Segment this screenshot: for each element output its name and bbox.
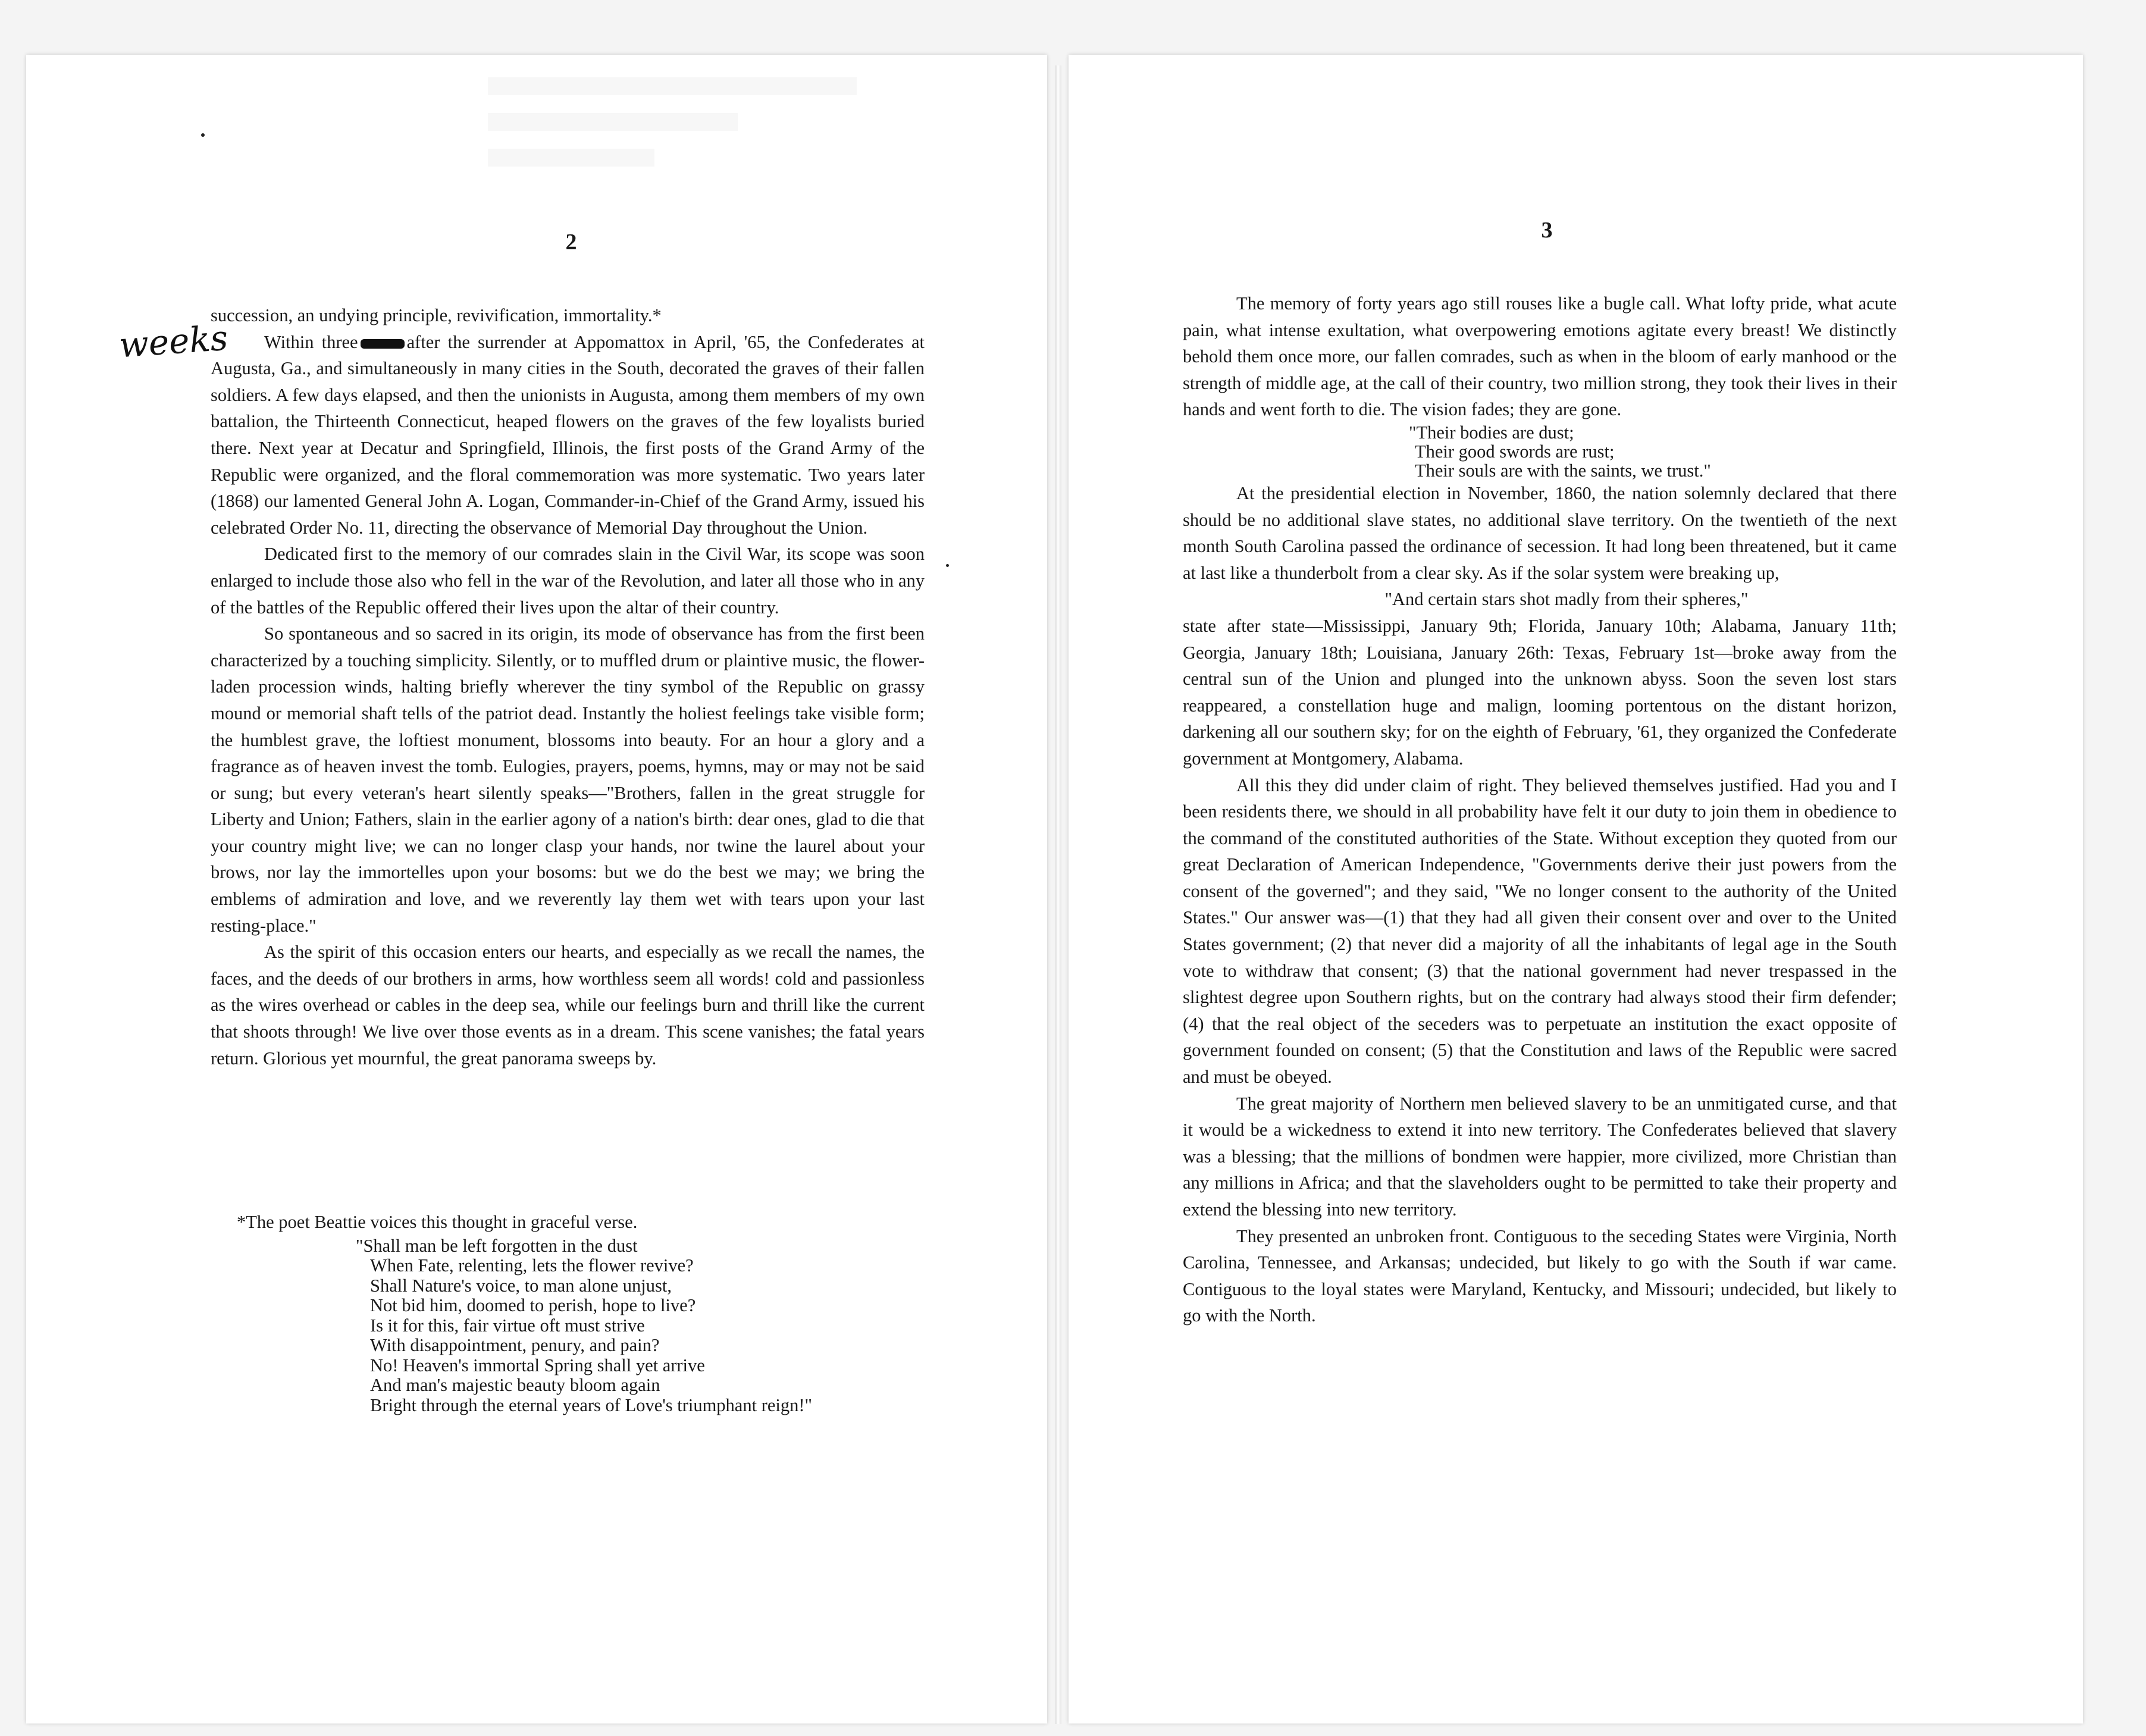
- verse-line: Is it for this, fair virtue oft must strive: [370, 1315, 645, 1336]
- verse-line: When Fate, relenting, lets the flower revive?: [370, 1255, 694, 1276]
- verse-line: "Shall man be left forgotten in the dust: [356, 1235, 638, 1256]
- scan-speck: [946, 564, 949, 567]
- bleed-through-text: [488, 77, 857, 167]
- handwritten-annotation: weeks: [117, 317, 230, 366]
- paragraph: At the presidential election in November, 1860, the nation solemnly declared that there should be no additional slave states, no additional slave territory. On the twentieth of the next month South Carolina passed the ordinance of secession. It had long been threatened, but it came at last like a thunderbolt from a clear sky. As if the solar system were breaking up,: [1183, 482, 1897, 583]
- page-number-right: 3: [1541, 218, 1553, 243]
- paragraph: succession, an undying principle, revivification, immortality.*: [211, 305, 662, 325]
- book-gutter: [1055, 65, 1061, 1724]
- verse-line: Bright through the eternal years of Love's triumphant reign!": [370, 1395, 812, 1415]
- paragraph: Dedicated first to the memory of our comrades slain in the Civil War, its scope was soon enlarged to include those also who fell in the war of the Revolution, and later all those who in any of the battles of the Republic offered their lives upon the altar of their country.: [211, 544, 925, 618]
- verse-line: Shall Nature's voice, to man alone unjust,: [370, 1275, 672, 1296]
- verse-line: And man's majestic beauty bloom again: [370, 1375, 660, 1395]
- paragraph: The memory of forty years ago still rouses like a bugle call. What lofty pride, what acute pain, what intense exultation, what overpowering emotions agitate every breast! We distinctly behold them once more, our fallen comrades, such as when in the bloom of early manhood or the strength of middle age, at the call of their country, two million strong, they took their lives in their hands and went forth to die. The vision fades; they are gone.: [1183, 293, 1897, 420]
- verse-line: No! Heaven's immortal Spring shall yet arrive: [370, 1355, 705, 1375]
- paragraph-appomattox: [211, 329, 925, 541]
- poem-line: "Their bodies are dust;: [1409, 422, 1574, 443]
- paragraph: They presented an unbroken front. Contiguous to the seceding States were Virginia, North Carolina, Tennessee, and Arkansas; undecided, but likely to go with the South if war came. Contiguous to the loyal states were Maryland, Kentucky, and Missouri; undecided, but likely to go with the North.: [1183, 1226, 1897, 1326]
- footnote-verse: [356, 1236, 939, 1416]
- paragraph: The great majority of Northern men believed slavery to be an unmitigated curse, and that it would be a wickedness to extend it into new territory. The Confederates believed that slavery was a blessing; that the millions of bondmen were happier, more civilized, more Christian than any millions in Africa; and that the slaveholders ought to be permitted to take their property and extend the blessing into new territory.: [1183, 1093, 1897, 1220]
- poem-line: Their good swords are rust;: [1415, 441, 1615, 462]
- page-number-left: 2: [565, 230, 577, 255]
- paragraph-lead: Within three: [264, 331, 358, 352]
- strikeout-mark: [361, 339, 405, 349]
- footnote: [237, 1212, 939, 1415]
- right-page-body: [1183, 290, 1897, 1329]
- paragraph: All this they did under claim of right. They believed themselves justified. Had you and I been residents there, we should in all probability have felt it our duty to join them in obedience to the command of the constituted authorities of the State. Without exception they quoted from our great Declaration of American Independence, "Governments derive their just powers from the consent of the governed"; and they said, "We no longer consent to the authority of the United States." Our answer was—(1) that they had all given their consent over and over to the United States government; (2) that never did a majority of all the inhabitants of legal age in the South vote to withdraw that consent; (3) that the national government had never trespassed in the slightest degree upon Southern rights, but on the contrary had always stood their firm defender; (4) that the real object of the seceders was to perpetuate an institution the exact opposite of government founded on consent; (5) that the Constitution and laws of the Republic were sacred and must be obeyed.: [1183, 775, 1897, 1088]
- scan-speck: [201, 133, 205, 137]
- paragraph: So spontaneous and so sacred in its origin, its mode of observance has from the first been characterized by a touching simplicity. Silently, or to muffled drum or plaintive music, the flower-laden procession winds, halting briefly wherever the tiny symbol of the Republic on grassy mound or memorial shaft tells of the patriot dead. Instantly the holiest feelings take visible form; the humblest grave, the loftiest monument, blossoms into beauty. For an hour a glory and a fragrance as of heaven invest the tomb. Eulogies, prayers, poems, hymns, may or may not be said or sung; but every veteran's heart silently speaks—"Brothers, fallen in the great struggle for Liberty and Union; Fathers, slain in the earlier agony of a nation's birth: dear ones, glad to die that your country might live; we can no longer clasp your hands, nor twine the laurel about your brows, nor lay the immortelles upon your bosoms: but we do the best we may; we bring the emblems of admiration and love, and we reverently lay them wet with tears upon your last resting-place.": [211, 623, 925, 936]
- paragraph: As the spirit of this occasion enters our hearts, and especially as we recall the names, the faces, and the deeds of our brothers in arms, how worthless seem all words! cold and passionless as the wires overhead or cables in the deep sea, while our feelings burn and thrill like the current that shoots through! We live over those events as in a dream. This scene vanishes; the fatal years return. Glorious yet mournful, the great panorama sweeps by.: [211, 942, 925, 1068]
- paragraph-rest: after the surrender at Appomattox in April, '65, the Confederates at Augusta, Ga., and simultaneously in many cities in the South, decorated the graves of their fallen soldiers. A few days elapsed, and then the unionists in Augusta, among them members of my own battalion, the Thirteenth Connecticut, heaped flowers on the graves of the few loyalists buried there. Next year at Decatur and Springfield, Illinois, the first posts of the Grand Army of the Republic were organized, and the floral commemoration was more systematic. Two years later (1868) our lamented General John A. Logan, Commander-in-Chief of the Grand Army, issued his celebrated Order No. 11, directing the observance of Memorial Day throughout the Union.: [211, 331, 925, 538]
- left-page-body: [211, 302, 925, 1071]
- quoted-poem: [1409, 423, 1897, 480]
- paragraph: state after state—Mississippi, January 9th; Florida, January 10th; Alabama, January 11th; Georgia, January 18th; Louisiana, January 26th: Texas, February 1st—broke away from the central sun of the Union and plunged into the unknown abyss. Soon the seven lost stars reappeared, a constellation huge and malign, looming portentous on the distant horizon, darkening all our southern sky; for on the eighth of February, '61, they organized the Confederate government at Montgomery, Alabama.: [1183, 615, 1897, 769]
- poem-line: Their souls are with the saints, we trust.": [1415, 460, 1711, 481]
- quoted-line: "And certain stars shot madly from their spheres,": [1384, 589, 1749, 610]
- footnote-intro: *The poet Beattie voices this thought in graceful verse.: [237, 1212, 638, 1232]
- verse-line: With disappointment, penury, and pain?: [370, 1335, 660, 1355]
- verse-line: Not bid him, doomed to perish, hope to live?: [370, 1295, 696, 1315]
